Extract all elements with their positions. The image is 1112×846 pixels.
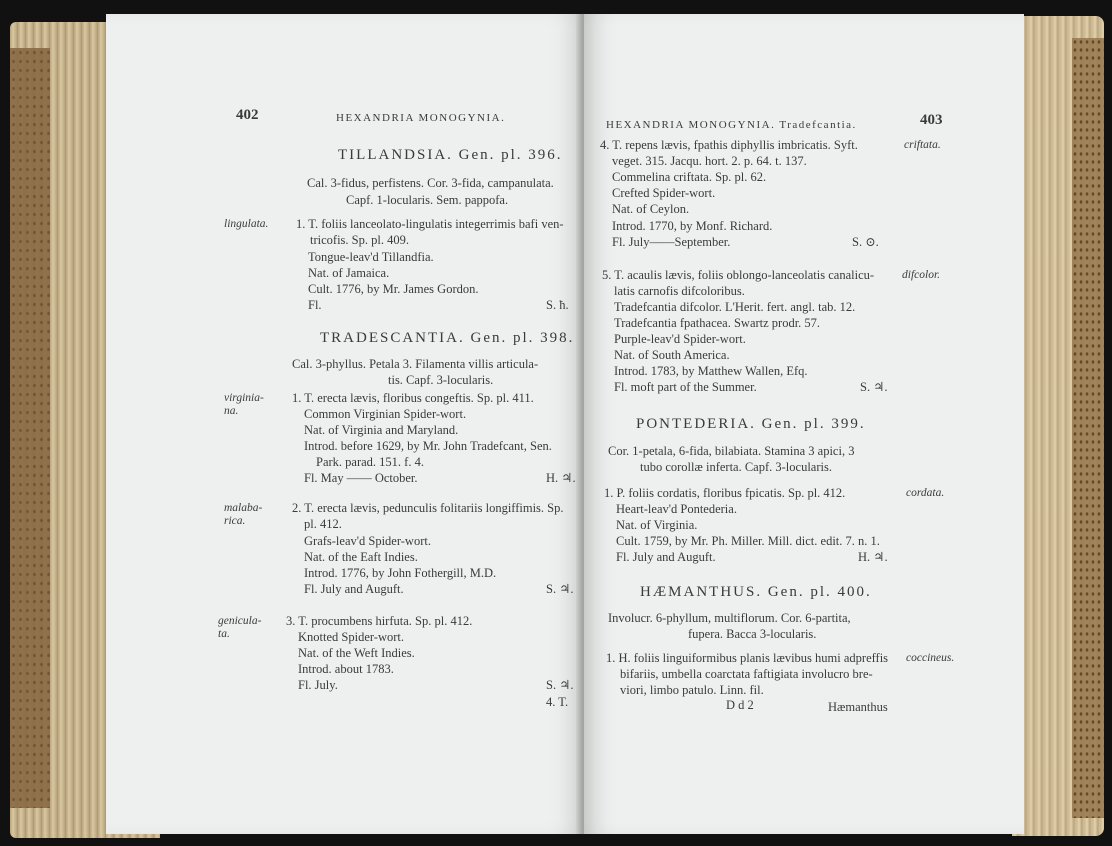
catchword: 4. T. bbox=[546, 695, 569, 709]
running-head: HEXANDRIA MONOGYNIA. bbox=[336, 112, 506, 124]
margin-note: na. bbox=[224, 405, 239, 417]
left-speckled-edge bbox=[10, 48, 50, 808]
species-line: Commelina criftata. Sp. pl. 62. bbox=[612, 170, 767, 184]
species-line: Nat. of South America. bbox=[614, 348, 730, 362]
margin-note: ta. bbox=[218, 628, 230, 640]
margin-note: criftata. bbox=[904, 139, 941, 151]
signature-mark: D d 2 bbox=[726, 698, 754, 712]
species-line: Nat. of the Eaft Indies. bbox=[304, 550, 418, 564]
species-line: S. ⊙. bbox=[852, 235, 879, 249]
genus-description: fupera. Bacca 3-locularis. bbox=[688, 627, 817, 641]
species-line: 4. T. repens lævis, fpathis diphyllis imbricatis. Syft. bbox=[600, 138, 858, 152]
species-line: S. ♃. bbox=[546, 582, 574, 596]
species-line: S. ħ. bbox=[546, 298, 569, 312]
species-line: 2. T. erecta lævis, pedunculis folitariis longiffimis. Sp. bbox=[292, 501, 564, 515]
species-line: pl. 412. bbox=[304, 517, 342, 531]
species-line: Common Virginian Spider-wort. bbox=[304, 407, 467, 421]
species-line: H. ♃. bbox=[546, 471, 576, 485]
open-book bbox=[10, 8, 1104, 840]
species-line: Grafs-leav'd Spider-wort. bbox=[304, 534, 431, 548]
species-line: Fl. July——September. bbox=[612, 235, 731, 249]
species-line: Heart-leav'd Pontederia. bbox=[616, 502, 737, 516]
species-line: Nat. of Jamaica. bbox=[308, 266, 390, 280]
genus-description: tis. Capf. 3-locularis. bbox=[388, 373, 494, 387]
species-line: Introd. about 1783. bbox=[298, 662, 394, 676]
genus-description: Cal. 3-phyllus. Petala 3. Filamenta villis articula- bbox=[292, 357, 539, 371]
species-line: Nat. of Ceylon. bbox=[612, 202, 690, 216]
genus-description: Cal. 3-fidus, perfistens. Cor. 3-fida, campanulata. bbox=[307, 176, 554, 190]
margin-note: genicula- bbox=[218, 615, 262, 627]
species-line: Fl. May —— October. bbox=[304, 471, 418, 485]
species-line: H. ♃. bbox=[858, 550, 888, 564]
species-line: Introd. 1776, by John Fothergill, M.D. bbox=[304, 566, 497, 580]
species-line: Tradefcantia difcolor. L'Herit. fert. angl. tab. 12. bbox=[614, 300, 856, 314]
species-line: Introd. before 1629, by Mr. John Tradefcant, Sen. bbox=[304, 439, 552, 453]
species-line: tricofis. Sp. pl. 409. bbox=[310, 233, 409, 247]
species-line: Park. parad. 151. f. 4. bbox=[316, 455, 424, 469]
margin-note: virginia- bbox=[224, 392, 264, 404]
species-line: Fl. July and Auguft. bbox=[304, 582, 404, 596]
species-line: Nat. of the Weft Indies. bbox=[298, 646, 415, 660]
species-line: Tongue-leav'd Tillandfia. bbox=[308, 250, 434, 264]
page-number: 403 bbox=[920, 112, 943, 128]
species-line: Cult. 1776, by Mr. James Gordon. bbox=[308, 282, 479, 296]
margin-note: lingulata. bbox=[224, 218, 269, 230]
genus-description: tubo corollæ inferta. Capf. 3-locularis. bbox=[640, 460, 832, 474]
species-line: 5. T. acaulis lævis, foliis oblongo-lanceolatis canalicu- bbox=[602, 268, 875, 282]
genus-heading: PONTEDERIA. Gen. pl. 399. bbox=[636, 416, 866, 432]
margin-note: rica. bbox=[224, 515, 246, 527]
species-line: Purple-leav'd Spider-wort. bbox=[614, 332, 746, 346]
species-line: S. ♃. bbox=[860, 380, 888, 394]
species-line: Fl. moft part of the Summer. bbox=[614, 380, 757, 394]
margin-note: coccineus. bbox=[906, 652, 955, 664]
species-line: Nat. of Virginia. bbox=[616, 518, 698, 532]
margin-note: malaba- bbox=[224, 502, 263, 514]
species-line: 1. P. foliis cordatis, floribus fpicatis. Sp. pl. 412. bbox=[604, 486, 846, 500]
species-line: viori, limbo patulo. Linn. fil. bbox=[620, 683, 764, 697]
margin-note: difcolor. bbox=[902, 269, 941, 281]
catchword: Hæmanthus bbox=[828, 700, 888, 714]
species-line: S. ♃. bbox=[546, 678, 574, 692]
species-line: Knotted Spider-wort. bbox=[298, 630, 404, 644]
species-line: 3. T. procumbens hirfuta. Sp. pl. 412. bbox=[286, 614, 473, 628]
left-page bbox=[106, 14, 584, 834]
species-line: 1. H. foliis linguiformibus planis lævibus humi adpreffis bbox=[606, 651, 889, 665]
species-line: Introd. 1783, by Matthew Wallen, Efq. bbox=[614, 364, 808, 378]
species-line: Crefted Spider-wort. bbox=[612, 186, 716, 200]
species-line: veget. 315. Jacqu. hort. 2. p. 64. t. 137. bbox=[612, 154, 807, 168]
genus-description: Cor. 1-petala, 6-fida, bilabiata. Stamina 3 apici, 3 bbox=[608, 444, 855, 458]
species-line: Fl. bbox=[308, 298, 322, 312]
genus-description: Involucr. 6-phyllum, multiflorum. Cor. 6-partita, bbox=[608, 611, 851, 625]
species-line: latis carnofis difcoloribus. bbox=[614, 284, 745, 298]
genus-description: Capf. 1-locularis. Sem. pappofa. bbox=[346, 193, 509, 207]
right-page bbox=[584, 14, 1024, 834]
species-line: Introd. 1770, by Monf. Richard. bbox=[612, 219, 773, 233]
running-head: HEXANDRIA MONOGYNIA. Tradefcantia. bbox=[606, 119, 857, 131]
right-speckled-edge bbox=[1072, 38, 1104, 818]
species-line: 1. T. foliis lanceolato-lingulatis integerrimis bafi ven- bbox=[296, 217, 564, 231]
species-line: Nat. of Virginia and Maryland. bbox=[304, 423, 459, 437]
species-line: Fl. July. bbox=[298, 678, 338, 692]
species-line: Tradefcantia fpathacea. Swartz prodr. 57. bbox=[614, 316, 821, 330]
genus-heading: TRADESCANTIA. Gen. pl. 398. bbox=[320, 330, 575, 346]
species-line: 1. T. erecta lævis, floribus congeftis. Sp. pl. 411. bbox=[292, 391, 534, 405]
species-line: bifariis, umbella coarctata faftigiata involucro bre- bbox=[620, 667, 873, 681]
species-line: Cult. 1759, by Mr. Ph. Miller. Mill. dict. edit. 7. n. 1. bbox=[616, 534, 880, 548]
margin-note: cordata. bbox=[906, 487, 945, 499]
genus-heading: HÆMANTHUS. Gen. pl. 400. bbox=[640, 584, 872, 600]
page-number: 402 bbox=[236, 107, 259, 123]
species-line: Fl. July and Auguft. bbox=[616, 550, 716, 564]
genus-heading: TILLANDSIA. Gen. pl. 396. bbox=[338, 147, 563, 163]
